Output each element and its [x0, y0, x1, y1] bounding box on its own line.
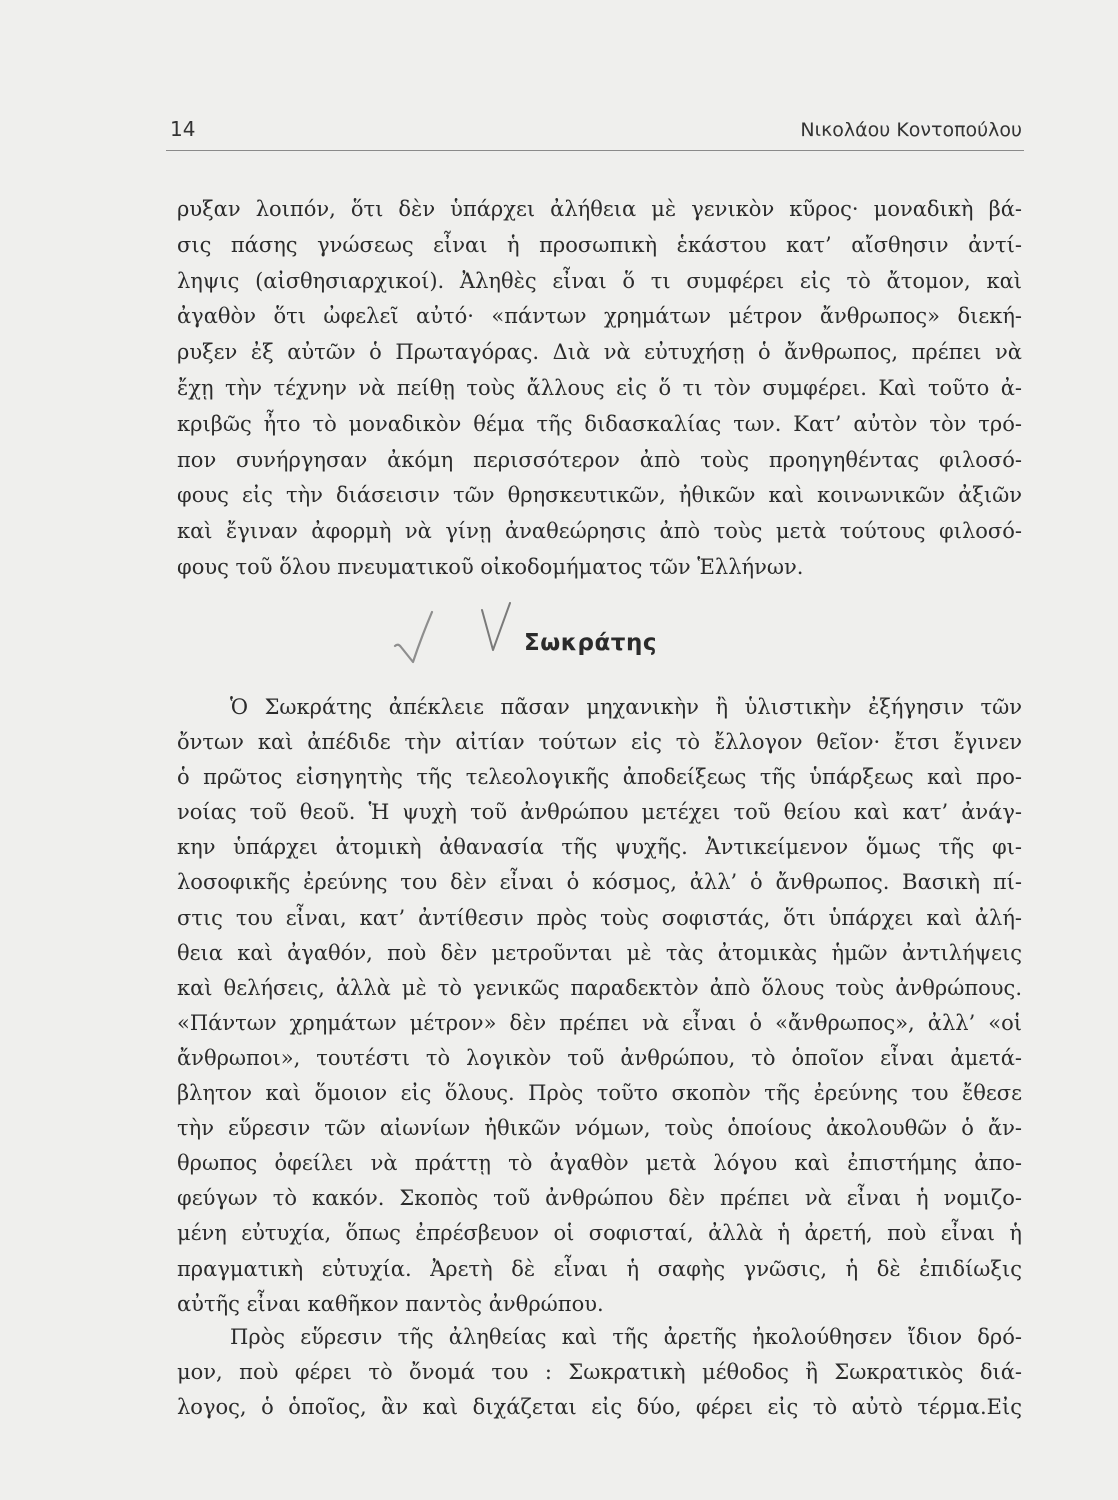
running-title: Νικολάου Κοντοπούλου [800, 119, 1022, 141]
text-line: ρυξαν λοιπόν, ὅτι δὲν ὑπάρχει ἀλήθεια μὲ γενικὸν κῦρος· μοναδικὴ βά- [177, 197, 1022, 221]
page-number: 14 [170, 117, 196, 141]
text-line: ἄνθρωποι», τουτέστι τὸ λογικὸν τοῦ ἀνθρώπου, τὸ ὁποῖον εἶναι ἀμετά- [177, 1045, 1022, 1070]
text-line: νοίας τοῦ θεοῦ. Ἡ ψυχὴ τοῦ ἀνθρώπου μετέχει τοῦ θείου καὶ κατ’ ἀνάγ- [177, 800, 1022, 825]
text-line: καὶ ἔγιναν ἀφορμὴ νὰ γίνῃ ἀναθεώρησις ἀπὸ τοὺς μετὰ τούτους φιλοσό- [177, 519, 1022, 544]
text-line: σις πάσης γνώσεως εἶναι ἡ προσωπικὴ ἑκάστου κατ’ αἴσθησιν ἀντί- [177, 232, 1022, 257]
body-paragraph [177, 192, 1022, 586]
text-line: καὶ θελήσεις, ἀλλὰ μὲ τὸ γενικῶς παραδεκτὸν ἀπὸ ὅλους τοὺς ἀνθρώπους. [177, 975, 1022, 1000]
text-line: λοσοφικῆς ἐρεύνης του δὲν εἶναι ὁ κόσμος, ἀλλ’ ὁ ἄνθρωπος. Βασικὴ πί- [177, 870, 1022, 895]
text-line: «Πάντων χρημάτων μέτρον» δὲν πρέπει νὰ εἶναι ὁ «ἄνθρωπος», ἀλλ’ «οἱ [177, 1010, 1022, 1035]
text-line: κην ὑπάρχει ἀτομικὴ ἀθανασία τῆς ψυχῆς. Ἀντικείμενον ὅμως τῆς φι- [177, 835, 1022, 860]
handwritten-check-marks [385, 598, 520, 673]
text-line: ἔχῃ τὴν τέχνην νὰ πείθῃ τοὺς ἄλλους εἰς ὅ τι τὸν συμφέρει. Καὶ τοῦτο ἀ- [177, 375, 1022, 400]
text-line: θρωπος ὀφείλει νὰ πράττῃ τὸ ἀγαθὸν μετὰ λόγου καὶ ἐπιστήμης ἀπο- [177, 1151, 1022, 1176]
text-line: ρυξεν ἐξ αὐτῶν ὁ Πρωταγόρας. Διὰ νὰ εὐτυχήσῃ ὁ ἄνθρωπος, πρέπει νὰ [177, 340, 1022, 365]
text-line: φους εἰς τὴν διάσεισιν τῶν θρησκευτικῶν, ἠθικῶν καὶ κοινωνικῶν ἀξιῶν [177, 483, 1022, 508]
body-paragraph [177, 1320, 1022, 1426]
text-line: τὴν εὕρεσιν τῶν αἰωνίων ἠθικῶν νόμων, τοὺς ὁποίους ἀκολουθῶν ὁ ἄν- [177, 1116, 1022, 1141]
handwritten-check-mark-icon [395, 612, 432, 662]
text-line: Ὁ Σωκράτης ἀπέκλειε πᾶσαν μηχανικὴν ἢ ὑλιστικὴν ἐξήγησιν τῶν [230, 695, 1022, 719]
text-line: λογος, ὁ ὁποῖος, ἂν καὶ διχάζεται εἰς δύο, φέρει εἰς τὸ αὐτὸ τέρμα.Εἰς [177, 1395, 1022, 1420]
text-line: στις του εἶναι, κατ’ ἀντίθεσιν πρὸς τοὺς σοφιστάς, ὅτι ὑπάρχει καὶ ἀλή- [177, 905, 1022, 930]
text-line: θεια καὶ ἀγαθόν, ποὺ δὲν μετροῦνται μὲ τὰς ἀτομικὰς ἡμῶν ἀντιλήψεις [177, 940, 1022, 965]
header-rule [166, 150, 1024, 151]
section-heading: Σωκράτης [524, 630, 657, 656]
text-line: ληψις (αἰσθησιαρχικοί). Ἀληθὲς εἶναι ὅ τι συμφέρει εἰς τὸ ἄτομον, καὶ [177, 268, 1022, 293]
text-line: κριβῶς ἦτο τὸ μοναδικὸν θέμα τῆς διδασκαλίας των. Κατ’ αὐτὸν τὸν τρό- [177, 411, 1022, 436]
text-line: ὁ πρῶτος εἰσηγητὴς τῆς τελεολογικῆς ἀποδείξεως τῆς ὑπάρξεως καὶ προ- [177, 765, 1022, 790]
text-line: Πρὸς εὕρεσιν τῆς ἀληθείας καὶ τῆς ἀρετῆς ἠκολούθησεν ἴδιον δρό- [230, 1325, 1022, 1349]
text-line: αὐτῆς εἶναι καθῆκον παντὸς ἀνθρώπου. [177, 1291, 604, 1316]
text-line: μον, ποὺ φέρει τὸ ὄνομά του : Σωκρατικὴ μέθοδος ἢ Σωκρατικὸς διά- [177, 1360, 1022, 1385]
text-line: ὄντων καὶ ἀπέδιδε τὴν αἰτίαν τούτων εἰς τὸ ἔλλογον θεῖον· ἔτσι ἔγινεν [177, 730, 1022, 755]
handwritten-check-mark-icon [482, 603, 510, 650]
text-line: βλητον καὶ ὅμοιον εἰς ὅλους. Πρὸς τοῦτο σκοπὸν τῆς ἐρεύνης του ἔθεσε [177, 1081, 1022, 1106]
body-paragraph [177, 690, 1022, 1322]
text-line: ἀγαθὸν ὅτι ὠφελεῖ αὐτό· «πάντων χρημάτων μέτρον ἄνθρωπος» διεκή- [177, 304, 1022, 329]
text-line: φεύγων τὸ κακόν. Σκοπὸς τοῦ ἀνθρώπου δὲν πρέπει νὰ εἶναι ἡ νομιζο- [177, 1186, 1022, 1211]
text-line: μένη εὐτυχία, ὅπως ἐπρέσβευον οἱ σοφισταί, ἀλλὰ ἡ ἀρετή, ποὺ εἶναι ἡ [177, 1221, 1022, 1246]
text-line: φους τοῦ ὅλου πνευματικοῦ οἰκοδομήματος τῶν Ἑλλήνων. [177, 554, 804, 579]
text-line: πον συνήργησαν ἀκόμη περισσότερον ἀπὸ τοὺς προηγηθέντας φιλοσό- [177, 447, 1022, 472]
text-line: πραγματικὴ εὐτυχία. Ἀρετὴ δὲ εἶναι ἡ σαφὴς γνῶσις, ἡ δὲ ἐπιδίωξις [177, 1256, 1022, 1281]
